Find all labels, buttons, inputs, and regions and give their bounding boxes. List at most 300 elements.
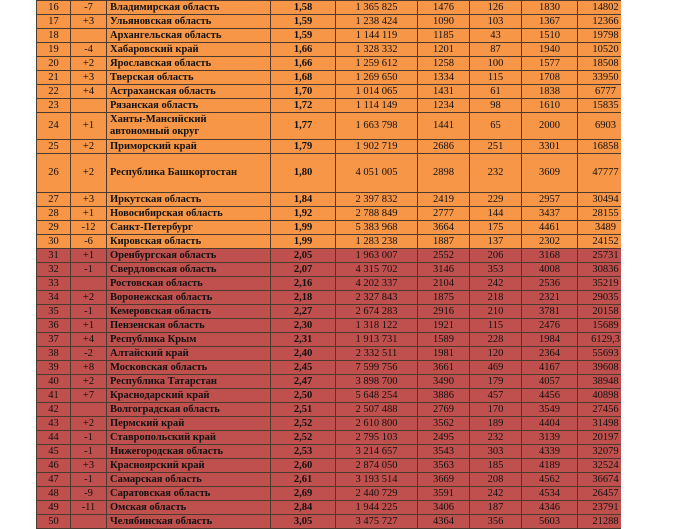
coefficient-cell: 2,30	[271, 319, 336, 333]
value-cell: 2957	[522, 193, 578, 207]
rank-cell: 36	[37, 319, 71, 333]
population-cell: 1 913 731	[336, 333, 418, 347]
population-cell: 2 874 050	[336, 459, 418, 473]
rank-cell: 46	[37, 459, 71, 473]
value-cell: 1334	[418, 71, 470, 85]
value-cell: 3886	[418, 389, 470, 403]
table-row	[37, 249, 682, 263]
change-cell: -4	[71, 43, 107, 57]
table-row	[37, 305, 682, 319]
value-cell: 15689	[578, 319, 634, 333]
value-cell: 115	[470, 319, 522, 333]
value-cell: 31498	[578, 417, 634, 431]
value-cell: 20158	[578, 305, 634, 319]
change-cell: +3	[71, 15, 107, 29]
value-cell: 469	[470, 361, 522, 375]
value-cell: 30836	[578, 263, 634, 277]
coefficient-cell: 2,47	[271, 375, 336, 389]
change-cell: -1	[71, 305, 107, 319]
value-cell: 100	[470, 57, 522, 71]
rank-cell: 47	[37, 473, 71, 487]
value-cell: 2916	[418, 305, 470, 319]
region-name-cell: Приморский край	[107, 140, 271, 154]
change-cell: -1	[71, 445, 107, 459]
rank-cell: 41	[37, 389, 71, 403]
population-cell: 1 902 719	[336, 140, 418, 154]
value-cell: 4404	[522, 417, 578, 431]
rank-cell: 30	[37, 235, 71, 249]
region-name-cell: Алтайский край	[107, 347, 271, 361]
value-cell: 40898	[578, 389, 634, 403]
change-cell	[71, 515, 107, 529]
region-name-cell: Пензенская область	[107, 319, 271, 333]
change-cell: +2	[71, 154, 107, 193]
change-cell: -1	[71, 473, 107, 487]
value-cell: 218	[470, 291, 522, 305]
value-cell: 2104	[418, 277, 470, 291]
table-row	[37, 235, 682, 249]
table-row	[37, 361, 682, 375]
population-cell: 5 383 968	[336, 221, 418, 235]
coefficient-cell: 1,66	[271, 43, 336, 57]
region-name-cell: Волгоградская область	[107, 403, 271, 417]
value-cell: 3168	[522, 249, 578, 263]
rank-cell: 22	[37, 85, 71, 99]
value-cell: 33950	[578, 71, 634, 85]
value-cell: 115	[470, 71, 522, 85]
region-name-cell: Пермский край	[107, 417, 271, 431]
value-cell: 228	[470, 333, 522, 347]
table-row	[37, 403, 682, 417]
coefficient-cell: 1,70	[271, 85, 336, 99]
value-cell: 2302	[522, 235, 578, 249]
value-cell: 3146	[418, 263, 470, 277]
population-cell: 2 788 849	[336, 207, 418, 221]
value-cell: 2419	[418, 193, 470, 207]
change-cell: -7	[71, 1, 107, 15]
region-name-cell: Кировская область	[107, 235, 271, 249]
table-row	[37, 515, 682, 529]
value-cell: 47777	[578, 154, 634, 193]
value-cell: 30494	[578, 193, 634, 207]
coefficient-cell: 2,07	[271, 263, 336, 277]
value-cell: 189	[470, 417, 522, 431]
change-cell: -2	[71, 347, 107, 361]
rank-cell: 33	[37, 277, 71, 291]
value-cell: 232	[470, 154, 522, 193]
coefficient-cell: 2,31	[271, 333, 336, 347]
value-cell: 206	[470, 249, 522, 263]
value-cell: 21288	[578, 515, 634, 529]
value-cell: 27456	[578, 403, 634, 417]
rank-cell: 35	[37, 305, 71, 319]
value-cell: 251	[470, 140, 522, 154]
coefficient-cell: 1,59	[271, 29, 336, 43]
value-cell: 20197	[578, 431, 634, 445]
rank-cell: 17	[37, 15, 71, 29]
region-name-cell: Московская область	[107, 361, 271, 375]
coefficient-cell: 2,53	[271, 445, 336, 459]
value-cell: 4364	[418, 515, 470, 529]
value-cell: 1234	[418, 99, 470, 113]
value-cell: 29035	[578, 291, 634, 305]
change-cell: +4	[71, 333, 107, 347]
value-cell: 3591	[418, 487, 470, 501]
rank-cell: 16	[37, 1, 71, 15]
region-name-cell: Санкт-Петербург	[107, 221, 271, 235]
region-name-cell: Омская область	[107, 501, 271, 515]
population-cell: 2 332 511	[336, 347, 418, 361]
value-cell: 103	[470, 15, 522, 29]
coefficient-cell: 2,52	[271, 431, 336, 445]
table-row	[37, 113, 682, 140]
value-cell: 4562	[522, 473, 578, 487]
value-cell: 303	[470, 445, 522, 459]
value-cell: 2476	[522, 319, 578, 333]
change-cell: +2	[71, 140, 107, 154]
coefficient-cell: 2,52	[271, 417, 336, 431]
value-cell: 3781	[522, 305, 578, 319]
rank-cell: 43	[37, 417, 71, 431]
table-row	[37, 375, 682, 389]
change-cell: +1	[71, 207, 107, 221]
value-cell: 3437	[522, 207, 578, 221]
coefficient-cell: 2,60	[271, 459, 336, 473]
population-cell: 3 898 700	[336, 375, 418, 389]
table-row	[37, 57, 682, 71]
region-name-cell: Ульяновская область	[107, 15, 271, 29]
change-cell: +8	[71, 361, 107, 375]
rank-cell: 26	[37, 154, 71, 193]
coefficient-cell: 2,45	[271, 361, 336, 375]
change-cell	[71, 99, 107, 113]
value-cell: 1201	[418, 43, 470, 57]
region-name-cell: Кемеровская область	[107, 305, 271, 319]
population-cell: 4 202 337	[336, 277, 418, 291]
table-row	[37, 501, 682, 515]
value-cell: 3664	[418, 221, 470, 235]
value-cell: 6903	[578, 113, 634, 140]
coefficient-cell: 1,79	[271, 140, 336, 154]
value-cell: 19798	[578, 29, 634, 43]
region-name-cell: Челябинская область	[107, 515, 271, 529]
value-cell: 2495	[418, 431, 470, 445]
population-cell: 2 610 800	[336, 417, 418, 431]
value-cell: 4346	[522, 501, 578, 515]
value-cell: 65	[470, 113, 522, 140]
table-row	[37, 207, 682, 221]
population-cell: 1 144 119	[336, 29, 418, 43]
region-name-cell: Республика Крым	[107, 333, 271, 347]
table-row	[37, 333, 682, 347]
value-cell: 18508	[578, 57, 634, 71]
table-row	[37, 99, 682, 113]
region-name-cell: Иркутская область	[107, 193, 271, 207]
coefficient-cell: 1,59	[271, 15, 336, 29]
table-body	[37, 1, 682, 529]
value-cell: 6129,3	[578, 333, 634, 347]
value-cell: 1708	[522, 71, 578, 85]
coefficient-cell: 1,80	[271, 154, 336, 193]
value-cell: 32079	[578, 445, 634, 459]
value-cell: 185	[470, 459, 522, 473]
coefficient-cell: 1,99	[271, 221, 336, 235]
rank-cell: 23	[37, 99, 71, 113]
value-cell: 2686	[418, 140, 470, 154]
table-row	[37, 85, 682, 99]
value-cell: 1367	[522, 15, 578, 29]
value-cell: 25731	[578, 249, 634, 263]
value-cell: 179	[470, 375, 522, 389]
population-cell: 2 795 103	[336, 431, 418, 445]
region-name-cell: Республика Башкортостан	[107, 154, 271, 193]
change-cell: -9	[71, 487, 107, 501]
coefficient-cell: 1,99	[271, 235, 336, 249]
change-cell	[71, 277, 107, 291]
table-row	[37, 473, 682, 487]
value-cell: 3301	[522, 140, 578, 154]
value-cell: 2536	[522, 277, 578, 291]
value-cell: 4189	[522, 459, 578, 473]
table-row	[37, 193, 682, 207]
value-cell: 232	[470, 431, 522, 445]
value-cell: 4461	[522, 221, 578, 235]
value-cell: 187	[470, 501, 522, 515]
value-cell: 2000	[522, 113, 578, 140]
value-cell: 2321	[522, 291, 578, 305]
value-cell: 3543	[418, 445, 470, 459]
coefficient-cell: 2,50	[271, 389, 336, 403]
coefficient-cell: 2,84	[271, 501, 336, 515]
value-cell: 24152	[578, 235, 634, 249]
rank-cell: 34	[37, 291, 71, 305]
rank-cell: 48	[37, 487, 71, 501]
region-name-cell: Тверская область	[107, 71, 271, 85]
change-cell: +2	[71, 375, 107, 389]
value-cell: 1875	[418, 291, 470, 305]
value-cell: 229	[470, 193, 522, 207]
value-cell: 43	[470, 29, 522, 43]
value-cell: 10520	[578, 43, 634, 57]
region-name-cell: Архангельская область	[107, 29, 271, 43]
population-cell: 3 193 514	[336, 473, 418, 487]
value-cell: 1610	[522, 99, 578, 113]
value-cell: 3490	[418, 375, 470, 389]
value-cell: 353	[470, 263, 522, 277]
rank-cell: 28	[37, 207, 71, 221]
value-cell: 2552	[418, 249, 470, 263]
rank-cell: 50	[37, 515, 71, 529]
population-cell: 1 318 122	[336, 319, 418, 333]
region-name-cell: Ярославская область	[107, 57, 271, 71]
value-cell: 1940	[522, 43, 578, 57]
value-cell: 55693	[578, 347, 634, 361]
coefficient-cell: 3,05	[271, 515, 336, 529]
coefficient-cell: 2,18	[271, 291, 336, 305]
population-cell: 1 663 798	[336, 113, 418, 140]
value-cell: 6777	[578, 85, 634, 99]
region-name-cell: Краснодарский край	[107, 389, 271, 403]
value-cell: 2364	[522, 347, 578, 361]
population-cell: 1 283 238	[336, 235, 418, 249]
change-cell: +3	[71, 459, 107, 473]
value-cell: 4456	[522, 389, 578, 403]
value-cell: 3139	[522, 431, 578, 445]
coefficient-cell: 1,58	[271, 1, 336, 15]
population-cell: 3 475 727	[336, 515, 418, 529]
value-cell: 16858	[578, 140, 634, 154]
change-cell: -6	[71, 235, 107, 249]
value-cell: 1589	[418, 333, 470, 347]
value-cell: 3563	[418, 459, 470, 473]
rank-cell: 42	[37, 403, 71, 417]
rank-cell: 20	[37, 57, 71, 71]
coefficient-cell: 1,84	[271, 193, 336, 207]
change-cell: +1	[71, 249, 107, 263]
change-cell	[71, 29, 107, 43]
region-name-cell: Нижегородская область	[107, 445, 271, 459]
region-name-cell: Саратовская область	[107, 487, 271, 501]
rank-cell: 32	[37, 263, 71, 277]
value-cell: 12366	[578, 15, 634, 29]
value-cell: 120	[470, 347, 522, 361]
value-cell: 3406	[418, 501, 470, 515]
rank-cell: 24	[37, 113, 71, 140]
table-row	[37, 417, 682, 431]
value-cell: 457	[470, 389, 522, 403]
region-name-cell: Астраханская область	[107, 85, 271, 99]
value-cell: 3489	[578, 221, 634, 235]
value-cell: 87	[470, 43, 522, 57]
population-cell: 1 014 065	[336, 85, 418, 99]
value-cell: 2769	[418, 403, 470, 417]
rank-cell: 49	[37, 501, 71, 515]
table-row	[37, 221, 682, 235]
value-cell: 1921	[418, 319, 470, 333]
value-cell: 1090	[418, 15, 470, 29]
coefficient-cell: 2,27	[271, 305, 336, 319]
change-cell: -11	[71, 501, 107, 515]
table-row	[37, 445, 682, 459]
rank-cell: 44	[37, 431, 71, 445]
value-cell: 1185	[418, 29, 470, 43]
table-row	[37, 15, 682, 29]
coefficient-cell: 2,69	[271, 487, 336, 501]
value-cell: 242	[470, 277, 522, 291]
change-cell: +1	[71, 319, 107, 333]
region-name-cell: Оренбургская область	[107, 249, 271, 263]
coefficient-cell: 1,72	[271, 99, 336, 113]
population-cell: 4 051 005	[336, 154, 418, 193]
rank-cell: 25	[37, 140, 71, 154]
table-row	[37, 140, 682, 154]
value-cell: 39608	[578, 361, 634, 375]
population-cell: 4 315 702	[336, 263, 418, 277]
value-cell: 210	[470, 305, 522, 319]
population-cell: 1 365 825	[336, 1, 418, 15]
rank-cell: 29	[37, 221, 71, 235]
population-cell: 1 238 424	[336, 15, 418, 29]
coefficient-cell: 2,51	[271, 403, 336, 417]
rank-cell: 38	[37, 347, 71, 361]
rank-cell: 37	[37, 333, 71, 347]
rank-cell: 31	[37, 249, 71, 263]
value-cell: 3669	[418, 473, 470, 487]
population-cell: 1 963 007	[336, 249, 418, 263]
value-cell: 1981	[418, 347, 470, 361]
page-margin	[621, 0, 696, 529]
region-name-cell: Рязанская область	[107, 99, 271, 113]
value-cell: 2777	[418, 207, 470, 221]
value-cell: 4167	[522, 361, 578, 375]
change-cell: -1	[71, 263, 107, 277]
population-cell: 2 327 843	[336, 291, 418, 305]
table-row	[37, 291, 682, 305]
region-name-cell: Владимирская область	[107, 1, 271, 15]
table-row	[37, 29, 682, 43]
value-cell: 144	[470, 207, 522, 221]
value-cell: 15835	[578, 99, 634, 113]
coefficient-cell: 2,61	[271, 473, 336, 487]
population-cell: 1 269 650	[336, 71, 418, 85]
rating-table-page	[36, 0, 682, 529]
region-name-cell: Республика Татарстан	[107, 375, 271, 389]
value-cell: 1984	[522, 333, 578, 347]
value-cell: 4008	[522, 263, 578, 277]
table-row	[37, 389, 682, 403]
value-cell: 1476	[418, 1, 470, 15]
value-cell: 175	[470, 221, 522, 235]
table-row	[37, 154, 682, 193]
value-cell: 208	[470, 473, 522, 487]
population-cell: 2 507 488	[336, 403, 418, 417]
value-cell: 36674	[578, 473, 634, 487]
value-cell: 126	[470, 1, 522, 15]
table-row	[37, 431, 682, 445]
population-cell: 3 214 657	[336, 445, 418, 459]
value-cell: 28155	[578, 207, 634, 221]
value-cell: 4339	[522, 445, 578, 459]
population-cell: 1 114 149	[336, 99, 418, 113]
coefficient-cell: 2,40	[271, 347, 336, 361]
value-cell: 3609	[522, 154, 578, 193]
value-cell: 137	[470, 235, 522, 249]
change-cell: -12	[71, 221, 107, 235]
table-row	[37, 263, 682, 277]
value-cell: 3562	[418, 417, 470, 431]
table-row	[37, 71, 682, 85]
region-name-cell: Свердловская область	[107, 263, 271, 277]
coefficient-cell: 1,66	[271, 57, 336, 71]
rank-cell: 40	[37, 375, 71, 389]
population-cell: 1 259 612	[336, 57, 418, 71]
value-cell: 1510	[522, 29, 578, 43]
region-rating-table	[36, 0, 682, 529]
value-cell: 35219	[578, 277, 634, 291]
region-name-cell: Хабаровский край	[107, 43, 271, 57]
value-cell: 61	[470, 85, 522, 99]
change-cell: -1	[71, 431, 107, 445]
rank-cell: 39	[37, 361, 71, 375]
change-cell: +2	[71, 57, 107, 71]
population-cell: 2 440 729	[336, 487, 418, 501]
value-cell: 242	[470, 487, 522, 501]
region-name-cell: Ханты-Мансийский автономный округ	[107, 113, 271, 140]
population-cell: 2 674 283	[336, 305, 418, 319]
region-name-cell: Ставропольский край	[107, 431, 271, 445]
value-cell: 3549	[522, 403, 578, 417]
value-cell: 356	[470, 515, 522, 529]
